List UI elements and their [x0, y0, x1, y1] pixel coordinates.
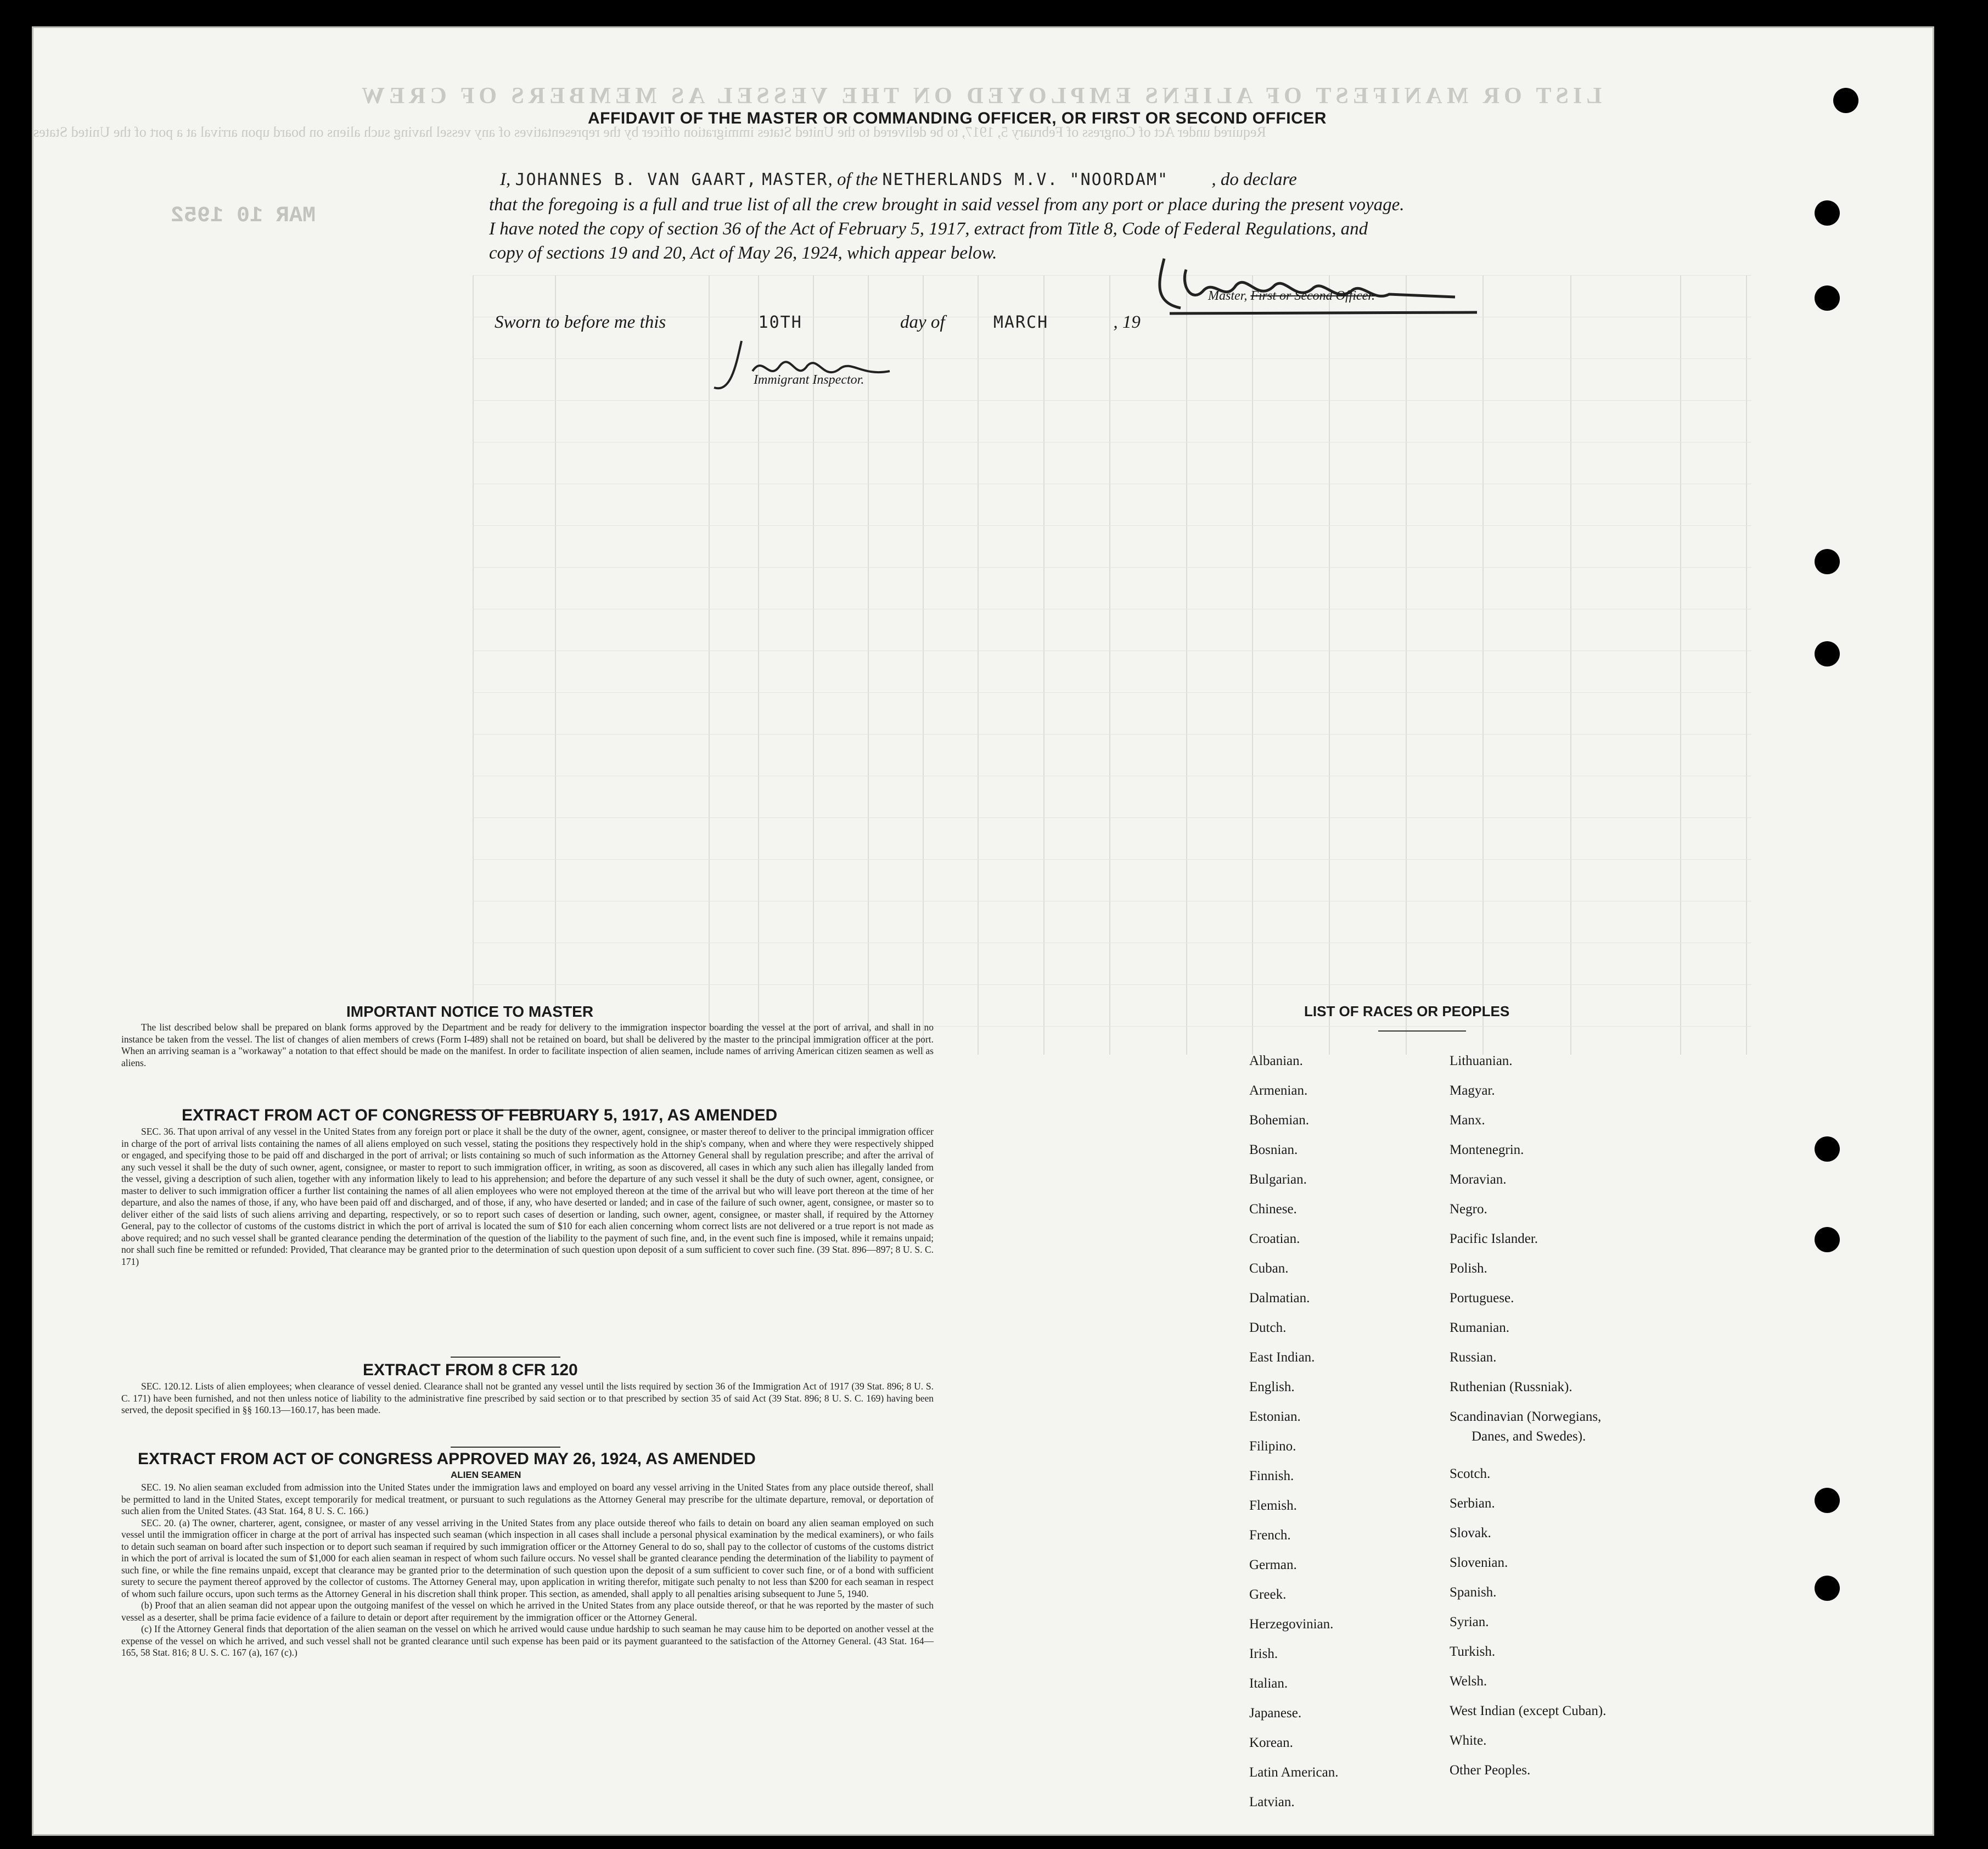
- act-1924-paragraph: SEC. 20. (a) The owner, charterer, agent, consignee, or master of any vessel arriving in the United States from any place outside thereof who fails to detain on board any alien seaman employed on such vessel until the immigration officer in charge at the port of arrival has inspected such seaman (which inspection in all cases shall include a personal physical examination by the medical examiners), or who fails to detain such seaman on board after such inspection or to deport such seaman if required by such immigration officer or the Attorney General to do so, shall pay to the collector of customs of the customs district in which the port of arrival is located the sum of $1,000 for each alien seaman in respect of whom such failure occurs. No vessel shall be granted clearance pending the determination of the liability to payment of such fine, or while the fine remains unpaid, except that clearance may be granted prior to the determination of such question upon the deposit of a sum sufficient to cover such fine, or of a bond with sufficient surety to secure the payment thereof approved by the collector of customs. The Attorney General may, upon application in writing therefor, mitigate such penalty to not less than $200 for each seaman in respect of whom such failure occurs, upon such terms as the Attorney General in his discretion shall think proper. This section, as amended, shall apply to all penalties arising subsequent to June 5, 1940.: [121, 1517, 934, 1599]
- master-label: Master,: [1208, 289, 1248, 303]
- cfr-paragraph: SEC. 120.12. Lists of alien employees; when clearance of vessel denied. Clearance shall not be granted any vessel until the lists required by section 36 of the Immigration Act of 1917 (39 Stat. 896; 8 U. S. C. 171) have been furnished, and not then unless notice of liability to the administrative fine prescribed by said section or to that prescribed by section 35 of said Act (39 Stat. 896; 8 U. S. C. 169) having been served, the deposit specified in §§ 160.13—160.17, has been made.: [121, 1381, 934, 1415]
- race-item: Irish.: [1249, 1646, 1278, 1661]
- affidavit-i: I,: [500, 170, 511, 189]
- ghost-grid-line: [473, 817, 1751, 818]
- affidavit-line-3: I have noted the copy of section 36 of the Act of February 5, 1917, extract from Title 8, Code of Federal Regulations, and: [489, 219, 1368, 239]
- act-1924-paragraph: (c) If the Attorney General finds that deportation of the alien seaman on the vessel on which he arrived would cause undue hardship to such seaman he may cause him to be deported on another vessel at the expense of the vessel on which he arrived, and such vessel shall not be granted clearance until such expense has been paid or its payment guaranteed to the satisfaction of the Attorney General. (43 Stat. 164—165, 58 Stat. 816; 8 U. S. C. 167 (a), 167 (c).): [121, 1623, 934, 1658]
- race-item: Polish.: [1450, 1261, 1487, 1276]
- ghost-grid-line: [473, 859, 1751, 860]
- year-prefix: , 19: [1113, 312, 1141, 332]
- race-item: Dalmatian.: [1249, 1291, 1310, 1305]
- ghost-grid-line: [1680, 275, 1681, 1055]
- race-item: Bosnian.: [1249, 1142, 1298, 1157]
- affidavit-line-1: [500, 170, 1297, 190]
- race-item: Turkish.: [1450, 1644, 1496, 1659]
- ghost-grid-line: [473, 275, 1751, 276]
- inspector-label: Immigrant Inspector.: [754, 373, 864, 387]
- race-item: English.: [1249, 1380, 1295, 1394]
- race-item: German.: [1249, 1557, 1297, 1572]
- race-item: Japanese.: [1249, 1706, 1302, 1721]
- race-item: East Indian.: [1249, 1350, 1315, 1365]
- officer-label-struck: First or Second Officer.: [1250, 289, 1375, 303]
- ghost-grid-line: [473, 984, 1751, 985]
- ghost-grid-line: [473, 275, 474, 1055]
- ghost-title: LIST OR MANIFEST OF ALIENS EMPLOYED ON THE VESSEL AS MEMBERS OF CREW: [357, 83, 1602, 109]
- master-signature: [1148, 248, 1499, 324]
- affidavit-line-4: copy of sections 19 and 20, Act of May 26, 1924, which appear below.: [489, 243, 997, 263]
- race-item: Serbian.: [1450, 1496, 1495, 1511]
- punch-hole: [1815, 1488, 1840, 1513]
- race-item: West Indian (except Cuban).: [1450, 1704, 1607, 1718]
- divider: [1378, 1030, 1466, 1032]
- ghost-grid-line: [555, 275, 556, 1055]
- punch-hole: [1815, 1227, 1840, 1252]
- race-item: Greek.: [1249, 1587, 1287, 1602]
- race-item: Finnish.: [1249, 1469, 1294, 1483]
- sworn-text: Sworn to before me this: [495, 312, 666, 332]
- act-1917-paragraph: SEC. 36. That upon arrival of any vessel in the United States from any foreign port or place it shall be the duty of the owner, agent, consignee, or master thereof to deliver to the principal immigration officer in charge of the port of arrival lists containing the names of all aliens employed on such vessel, stating the positions they respectively hold in the ship's company, when and where they were respectively shipped or engaged, and specifying those to be paid off and discharged in the port of arrival; or lists containing so much of such information as the Attorney General shall by regulation prescribe; and after the arrival of any such vessel it shall be the duty of such owner, agent, consignee, or master to report to such immigration officer, in writing, as soon as discovered, all cases in which any such alien has illegally landed from the vessel, giving a description of such alien, together with any information likely to lead to his apprehension; and before the departure of any such vessel it shall be the duty of such owner, agent, consignee, or master to deliver to such immigration officer a further list containing the names of all alien employees who were not employed thereon at the time of the arrival but who will leave port thereon at the time of her departure, and also the names of those, if any, who have been paid off and discharged, and of those, if any, who have deserted or landed; and in case of the failure of such owner, agent, consignee, or master so to deliver either of the said lists of such aliens arriving and departing, respectively, or so to report such cases of desertion or landing, such owner, agent, consignee, or master shall, if required by the Attorney General, pay to the collector of customs of the customs district in which the port of arrival is located the sum of $10 for each alien concerning whom correct lists are not delivered or a true report is not made as above required; and no such vessel shall be granted clearance pending the determination of the question of the liability to the payment of such fine, and, in the event such fine is imposed, while it remains unpaid; nor shall such fine be remitted or refunded: Provided, That clearance may be granted prior to the determination of such question upon deposit of a sum sufficient to cover such fine. (39 Stat. 896—897; 8 U. S. C. 171): [121, 1126, 934, 1267]
- race-item: Armenian.: [1249, 1083, 1308, 1098]
- race-item: Other Peoples.: [1450, 1763, 1531, 1778]
- punch-hole: [1815, 549, 1840, 574]
- race-item: Slovak.: [1450, 1526, 1491, 1540]
- act-1924-subtitle: ALIEN SEAMEN: [451, 1470, 521, 1480]
- manifest-page: [32, 26, 1934, 1836]
- ghost-date-stamp: MAR 10 1952: [171, 204, 316, 228]
- punch-hole: [1815, 285, 1840, 311]
- sworn-month-field: MARCH: [993, 313, 1049, 332]
- race-item: Scandinavian (Norwegians,: [1450, 1409, 1602, 1424]
- race-item: Slovenian.: [1450, 1555, 1508, 1570]
- ghost-grid-line: [1186, 275, 1187, 1055]
- act-1917-body: [121, 1126, 934, 1268]
- race-item: Flemish.: [1249, 1498, 1297, 1513]
- ghost-grid-line: [978, 275, 979, 1055]
- race-item: Croatian.: [1249, 1231, 1300, 1246]
- races-title: LIST OF RACES OR PEOPLES: [1304, 1003, 1510, 1019]
- act-1917-title: EXTRACT FROM ACT OF CONGRESS OF FEBRUARY 5, 1917, AS AMENDED: [182, 1106, 778, 1124]
- race-item: Bulgarian.: [1249, 1172, 1307, 1187]
- punch-hole: [1815, 200, 1840, 226]
- notice-title: IMPORTANT NOTICE TO MASTER: [346, 1003, 594, 1020]
- act-1924-paragraph: SEC. 19. No alien seaman excluded from admission into the United States under the immigration laws and employed on board any vessel arriving in the United States from any place outside thereof, shall be permitted to land in the United States, except temporarily for medical treatment, or pursuant to such regulations as the Attorney General may prescribe for the ultimate departure, removal, or deportation of such alien from the United States. (43 Stat. 164, 8 U. S. C. 166.): [121, 1482, 934, 1516]
- ghost-grid-line: [1746, 275, 1747, 1055]
- notice-paragraph: The list described below shall be prepared on blank forms approved by the Department and be ready for delivery to the immigration inspector boarding the vessel at the port of arrival, and shall in no instance be taken from the vessel. The list of changes of alien members of crews (Form I-489) shall not be retained on board, but shall be delivered by the master to the principal immigration officer at the port. When an arriving seaman is a "workaway" a notation to that effect should be made on the manifest. In order to facilitate inspection of alien seamen, include names of arriving American citizen seamen as well as aliens.: [121, 1022, 934, 1068]
- ghost-grid-line: [1109, 275, 1110, 1055]
- race-item: Latin American.: [1249, 1765, 1339, 1780]
- affidavit-do-declare: , do declare: [1211, 170, 1297, 189]
- act-1924-paragraph: (b) Proof that an alien seaman did not appear upon the outgoing manifest of the vessel on which he arrived in the United States from any place outside thereof, or that he was reported by the master of such vessel as a deserter, shall be prima facie evidence of a failure to detain or deport after requirement by the immigration officer or the Attorney General.: [121, 1600, 934, 1623]
- race-item: Chinese.: [1249, 1202, 1297, 1217]
- punch-hole: [1833, 88, 1858, 113]
- notice-body: [121, 1022, 934, 1069]
- ghost-grid-line: [1043, 275, 1044, 1055]
- affidavit-of-the: , of the: [828, 170, 878, 189]
- act-1924-body: [121, 1482, 934, 1659]
- punch-hole: [1815, 1576, 1840, 1601]
- ghost-manifest-grid: [473, 275, 1751, 1055]
- race-item: Estonian.: [1249, 1409, 1301, 1424]
- act-1924-title: EXTRACT FROM ACT OF CONGRESS APPROVED MAY 26, 1924, AS AMENDED: [138, 1450, 756, 1468]
- ghost-grid-line: [473, 567, 1751, 568]
- ghost-grid-line: [1406, 275, 1407, 1055]
- ghost-grid-line: [1570, 275, 1571, 1055]
- race-item: Magyar.: [1450, 1083, 1495, 1098]
- vessel-name-field: NETHERLANDS M.V. "NOORDAM": [882, 170, 1169, 189]
- race-item: Manx.: [1450, 1113, 1485, 1128]
- divider: [451, 1447, 560, 1448]
- race-item: French.: [1249, 1528, 1291, 1543]
- race-item: Rumanian.: [1450, 1320, 1510, 1335]
- ghost-grid-line: [473, 358, 1751, 359]
- race-item: Bohemian.: [1249, 1113, 1310, 1128]
- sworn-line: [495, 312, 1141, 333]
- race-item: Korean.: [1249, 1735, 1293, 1750]
- affidavit-title: AFFIDAVIT OF THE MASTER OR COMMANDING OFFICER, OR FIRST OR SECOND OFFICER: [588, 109, 1327, 127]
- race-item: Welsh.: [1450, 1674, 1487, 1689]
- ghost-grid-line: [923, 275, 924, 1055]
- race-item: Dutch.: [1249, 1320, 1287, 1335]
- race-item: Ruthenian (Russniak).: [1450, 1380, 1573, 1394]
- ghost-grid-line: [473, 734, 1751, 735]
- ghost-grid-line: [473, 400, 1751, 401]
- punch-hole: [1815, 641, 1840, 666]
- race-item: Negro.: [1450, 1202, 1487, 1217]
- race-item: Montenegrin.: [1450, 1142, 1524, 1157]
- cfr-body: [121, 1381, 934, 1416]
- race-item: Scotch.: [1450, 1466, 1491, 1481]
- race-item: Danes, and Swedes).: [1472, 1429, 1586, 1444]
- race-item: Syrian.: [1450, 1615, 1489, 1629]
- race-item: Albanian.: [1249, 1054, 1303, 1068]
- race-item: Pacific Islander.: [1450, 1231, 1538, 1246]
- race-item: Italian.: [1249, 1676, 1288, 1691]
- race-item: Portuguese.: [1450, 1291, 1514, 1305]
- master-rank-field: MASTER: [762, 170, 828, 189]
- cfr-title: EXTRACT FROM 8 CFR 120: [363, 1361, 578, 1379]
- ghost-subtitle: Required under Act of Congress of February 5, 1917, to be delivered to the United States immigration officer by the representatives of any vessel having such aliens on board upon arrival at a port of the United States: [33, 124, 1266, 140]
- punch-hole: [1815, 1136, 1840, 1162]
- divider: [451, 1357, 560, 1358]
- race-item: Spanish.: [1450, 1585, 1497, 1600]
- ghost-grid-line: [473, 692, 1751, 693]
- race-item: Russian.: [1450, 1350, 1497, 1365]
- master-label-line: [1208, 289, 1375, 304]
- race-item: Herzegovinian.: [1249, 1617, 1334, 1632]
- inspector-signature: [703, 333, 901, 404]
- ghost-grid-line: [473, 525, 1751, 526]
- ghost-grid-line: [1329, 275, 1330, 1055]
- race-item: Cuban.: [1249, 1261, 1289, 1276]
- race-item: Latvian.: [1249, 1795, 1295, 1809]
- ghost-grid-line: [1252, 275, 1253, 1055]
- sworn-day-field: 10TH: [758, 313, 802, 332]
- affidavit-line-2: that the foregoing is a full and true list of all the crew brought in said vessel from any port or place during the present voyage.: [489, 195, 1405, 215]
- master-name-field: JOHANNES B. VAN GAART,: [515, 170, 757, 189]
- race-item: White.: [1450, 1733, 1487, 1748]
- ghost-grid-line: [1482, 275, 1484, 1055]
- day-of-text: day of: [900, 312, 945, 332]
- race-item: Moravian.: [1450, 1172, 1507, 1187]
- race-item: Lithuanian.: [1450, 1054, 1513, 1068]
- race-item: Filipino.: [1249, 1439, 1296, 1454]
